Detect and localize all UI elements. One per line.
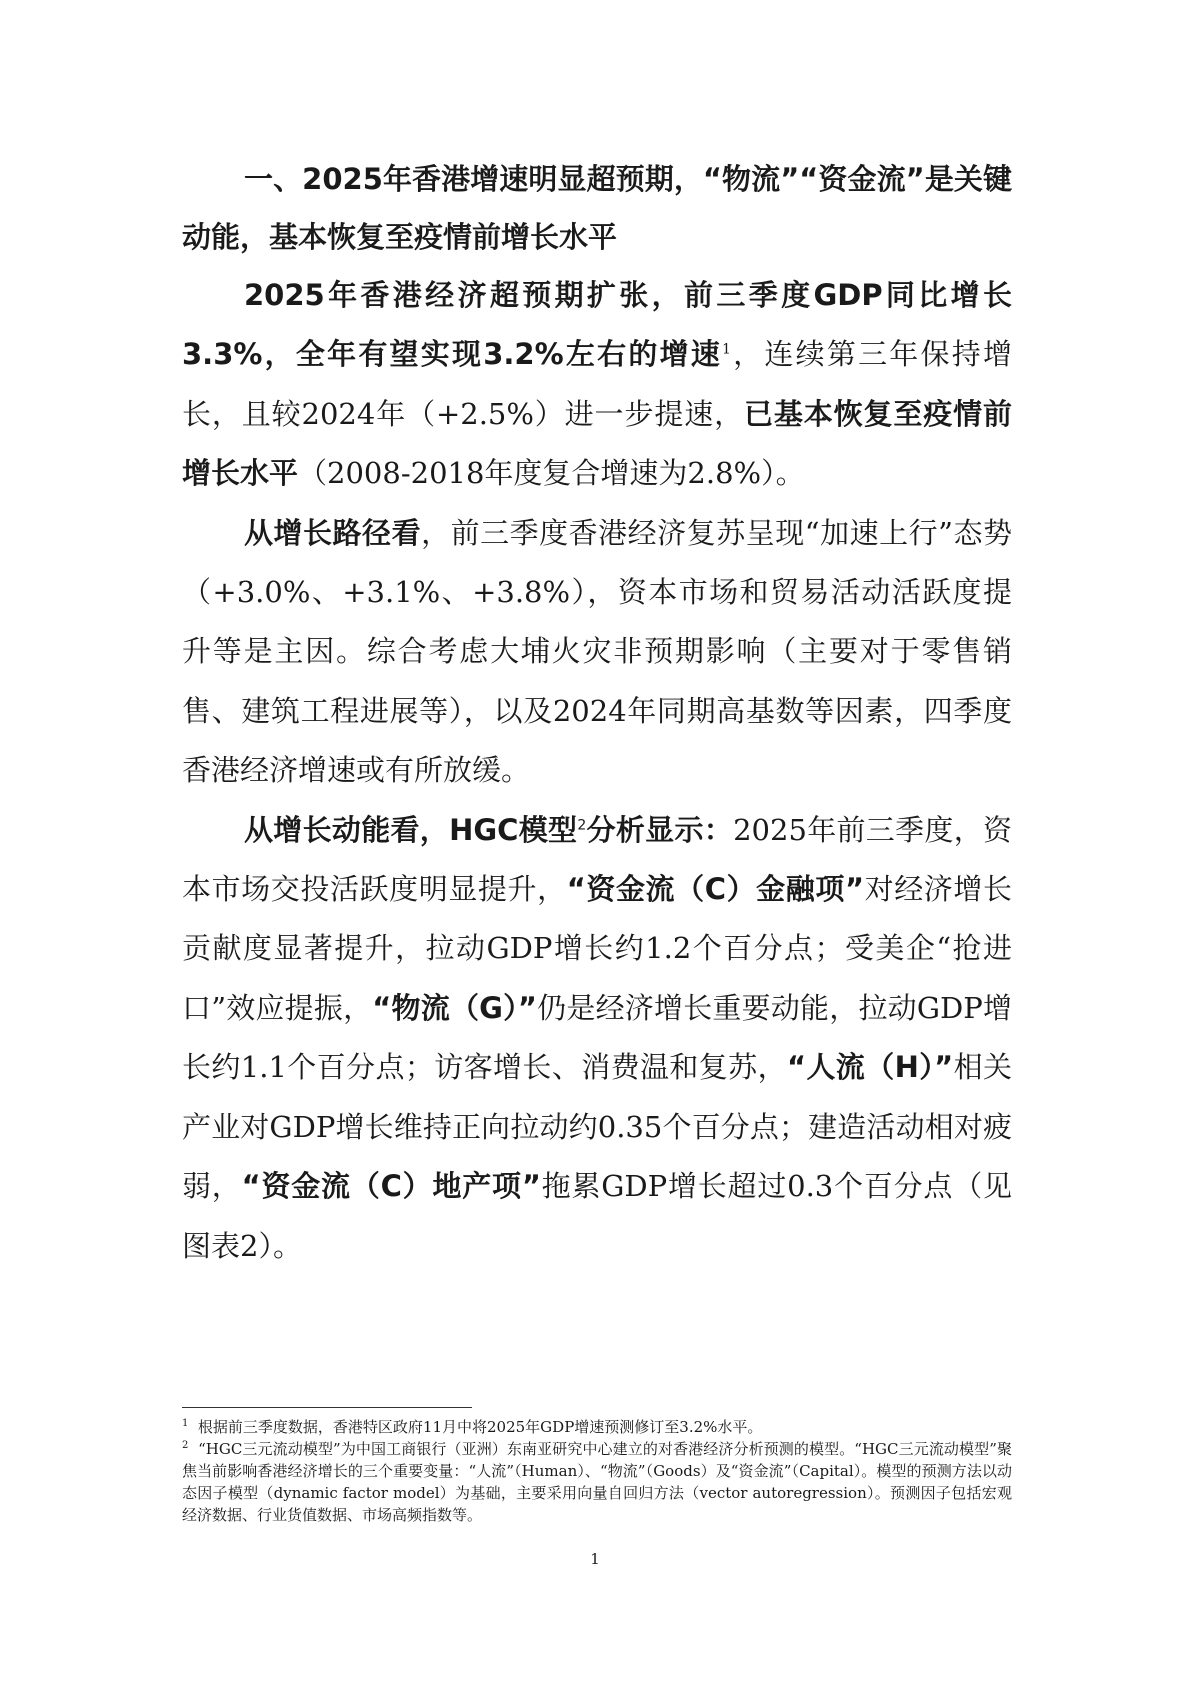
p3-text-1: 2025年前三季度，资本市场交投活跃度明显提升， [182, 812, 1012, 907]
section-heading: 一、2025年香港增速明显超预期，“物流”“资金流”是关键动能，基本恢复至疫情前增长水平 [182, 162, 1012, 254]
p2-bold-lead: 从增长路径看 [244, 515, 422, 550]
p3-bold-4: “物流（G）” [372, 990, 537, 1025]
footnote-1-text: 根据前三季度数据，香港特区政府11月中将2025年GDP增速预测修订至3.2%水平。 [197, 1418, 763, 1436]
footnote-2 [182, 1438, 1012, 1526]
footnotes-section [182, 1407, 1012, 1526]
footnote-1-mark: 1 [182, 1418, 189, 1429]
main-content [182, 150, 1012, 1276]
p2-text-1: ，前三季度香港经济复苏呈现“加速上行”态势（+3.0%、+3.1%、+3.8%），资本市场和贸易活动活跃度提升等是主因。综合考虑大埔火灾非预期影响（主要对于零售销售、建筑工程进展等），以及2024年同期高基数等因素，四季度香港经济增速或有所放缓。 [182, 515, 1012, 788]
p1-bold-2: 已基本恢复至疫情前增长水平 [182, 396, 1012, 491]
p3-bold-3: “资金流（C）金融项” [566, 872, 865, 907]
footnote-1 [182, 1416, 1012, 1438]
p3-bold-5: “人流（H）” [786, 1050, 954, 1085]
p3-text-5: 拖累GDP增长超过0.3个百分点（见图表2）。 [182, 1169, 1012, 1263]
paragraph-3 [182, 801, 1012, 1276]
page-number: 1 [590, 1550, 600, 1568]
p1-text-2: （2008-2018年度复合增速为2.8%）。 [298, 456, 805, 491]
footnote-ref-2[interactable]: 2 [577, 817, 587, 833]
paragraph-1 [182, 266, 1012, 504]
p3-bold-6: “资金流（C）地产项” [241, 1169, 541, 1204]
p3-text-2: 对经济增长贡献度显著提升，拉动GDP增长约1.2个百分点；受美企“抢进口”效应提振， [182, 872, 1012, 1025]
p3-bold-2: 分析显示： [586, 812, 734, 847]
p1-text-1: ，连续第三年保持增长，且较2024年（+2.5%）进一步提速， [182, 337, 1012, 431]
footnote-2-mark: 2 [182, 1440, 189, 1451]
footnote-2-text: “HGC三元流动模型”为中国工商银行（亚洲）东南亚研究中心建立的对香港经济分析预测的模型。“HGC三元流动模型”聚焦当前影响香港经济增长的三个重要变量：“人流”（Human）、“物流”（Goods）及“资金流”（Capital）。模型的预测方法以动态因子模型（dynamic factor model）为基础，主要采用向量自回归方法（vector autoregression）。预测因子包括宏观经济数据、行业货值数据、市场高频指数等。 [182, 1440, 1012, 1524]
footnote-ref-1[interactable]: 1 [722, 341, 731, 358]
p3-text-3: 仍是经济增长重要动能，拉动GDP增长约1.1个百分点；访客增长、消费温和复苏， [182, 990, 1012, 1085]
p3-bold-lead: 从增长动能看，HGC模型 [244, 812, 578, 847]
p3-text-4: 相关产业对GDP增长维持正向拉动约0.35个百分点；建造活动相对疲弱， [182, 1050, 1013, 1204]
p1-bold-lead: 2025年香港经济超预期扩张，前三季度GDP同比增长3.3%，全年有望实现3.2%左右的增速 [182, 278, 1012, 372]
footnote-divider [182, 1407, 472, 1408]
paragraph-2 [182, 504, 1012, 801]
